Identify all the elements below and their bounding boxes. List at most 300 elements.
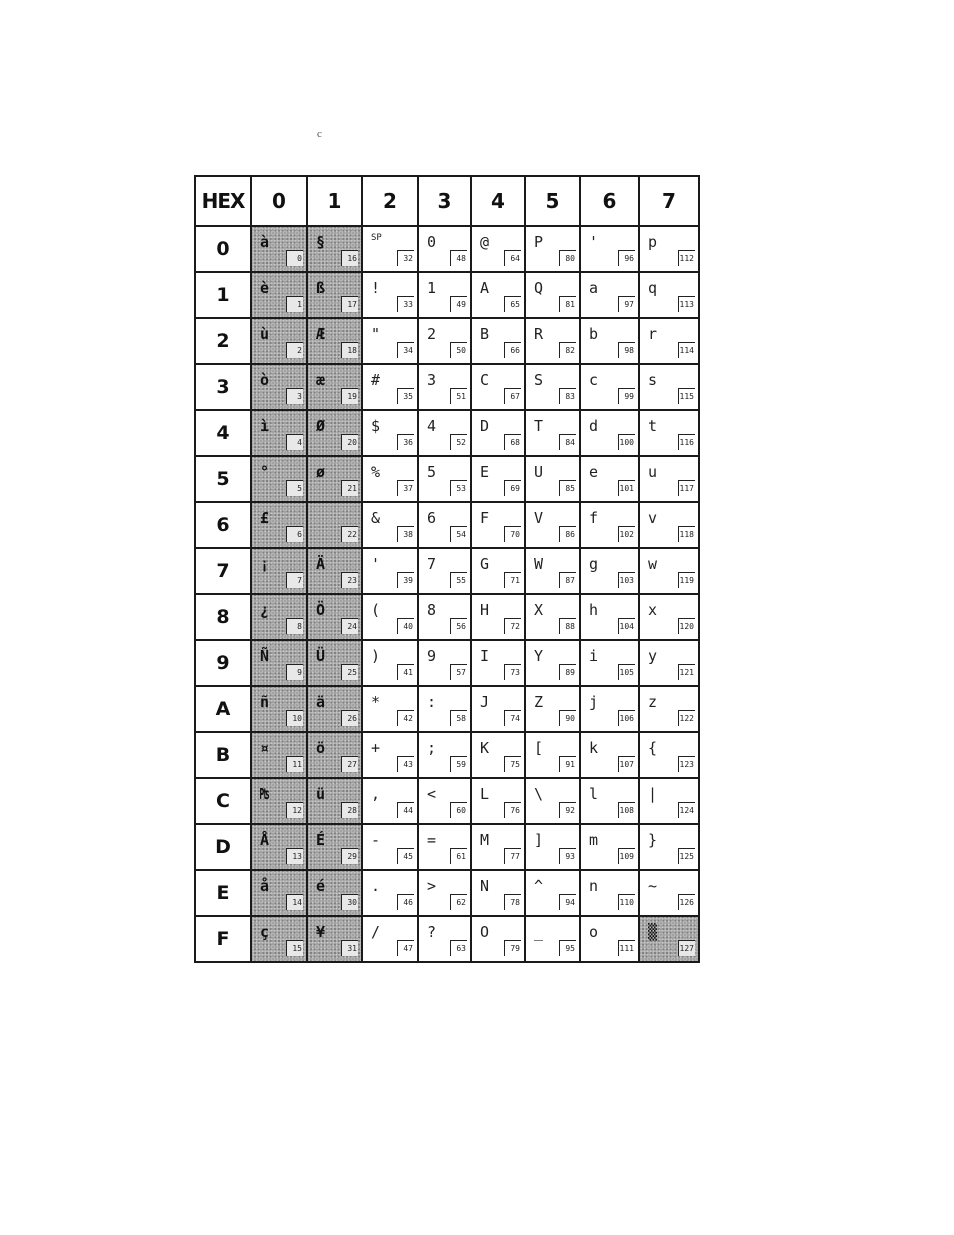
row-header: 5 [195,456,251,502]
cell-decimal-code: 108 [618,802,635,818]
cell-decimal-code: 49 [450,296,467,312]
code-cell [418,686,471,732]
table-row [195,364,699,410]
code-cell [307,502,362,548]
cell-decimal-code: 85 [559,480,576,496]
cell-decimal-code: 121 [678,664,695,680]
cell-glyph: ç [260,923,270,941]
cell-decimal-code: 14 [286,894,303,910]
code-cell [307,594,362,640]
column-header: 5 [525,176,580,226]
row-header: 6 [195,502,251,548]
cell-decimal-code: 62 [450,894,467,910]
cell-glyph: 1 [427,279,437,297]
cell-decimal-code: 74 [504,710,521,726]
cell-glyph: E [480,463,490,481]
cell-glyph: ù [260,325,270,343]
cell-glyph: ! [371,279,381,297]
cell-glyph: 5 [427,463,437,481]
table-row [195,226,699,272]
code-cell [362,916,418,962]
cell-decimal-code: 107 [618,756,635,772]
cell-glyph: M [480,831,490,849]
cell-glyph: I [480,647,490,665]
cell-decimal-code: 13 [286,848,303,864]
character-code-table [194,175,700,963]
code-cell [525,364,580,410]
cell-glyph: } [648,831,658,849]
code-cell [251,640,307,686]
row-header: F [195,916,251,962]
cell-glyph: J [480,693,490,711]
cell-glyph: L [480,785,490,803]
cell-decimal-code: 7 [286,572,303,588]
cell-glyph: p [648,233,658,251]
code-cell [307,364,362,410]
cell-decimal-code: 55 [450,572,467,588]
row-header: A [195,686,251,732]
code-cell [580,364,639,410]
row-header: 0 [195,226,251,272]
column-header: 0 [251,176,307,226]
cell-glyph: ß [316,279,326,297]
cell-glyph: ~ [648,877,658,895]
code-cell [639,410,699,456]
cell-glyph: G [480,555,490,573]
cell-decimal-code: 116 [678,434,695,450]
cell-glyph: . [371,877,381,895]
cell-decimal-code: 91 [559,756,576,772]
cell-decimal-code: 99 [618,388,635,404]
cell-decimal-code: 52 [450,434,467,450]
code-cell [525,870,580,916]
cell-glyph: ä [316,693,326,711]
row-header: D [195,824,251,870]
code-cell [251,226,307,272]
cell-glyph: [ [534,739,544,757]
row-header: C [195,778,251,824]
cell-glyph: + [371,739,381,757]
cell-glyph: ( [371,601,381,619]
code-cell [418,778,471,824]
cell-decimal-code: 124 [678,802,695,818]
cell-decimal-code: 98 [618,342,635,358]
cell-decimal-code: 20 [341,434,358,450]
cell-glyph: O [480,923,490,941]
cell-decimal-code: 28 [341,802,358,818]
cell-decimal-code: 123 [678,756,695,772]
table-row [195,824,699,870]
cell-decimal-code: 125 [678,848,695,864]
cell-glyph: ; [427,739,437,757]
cell-decimal-code: 12 [286,802,303,818]
cell-glyph: ¿ [260,601,270,619]
cell-glyph: ø [316,463,326,481]
row-header: E [195,870,251,916]
code-cell [471,686,525,732]
code-cell [362,318,418,364]
cell-glyph: i [589,647,599,665]
cell-decimal-code: 32 [397,250,414,266]
cell-glyph: R [534,325,544,343]
cell-glyph: ü [316,785,326,803]
cell-glyph: 4 [427,417,437,435]
table-row [195,410,699,456]
code-cell [307,456,362,502]
cell-decimal-code: 117 [678,480,695,496]
code-cell [418,502,471,548]
cell-decimal-code: 29 [341,848,358,864]
cell-glyph: T [534,417,544,435]
cell-glyph: Ö [316,601,326,619]
cell-decimal-code: 27 [341,756,358,772]
code-cell [525,272,580,318]
code-cell [471,594,525,640]
cell-glyph: Ø [316,417,326,435]
code-cell [471,456,525,502]
cell-glyph: ö [316,739,326,757]
code-cell [362,824,418,870]
table-row [195,272,699,318]
cell-glyph: y [648,647,658,665]
code-cell [525,594,580,640]
cell-decimal-code: 82 [559,342,576,358]
code-cell [639,640,699,686]
cell-decimal-code: 19 [341,388,358,404]
cell-glyph: \ [534,785,544,803]
cell-glyph: S [534,371,544,389]
cell-glyph: t [648,417,658,435]
cell-decimal-code: 97 [618,296,635,312]
cell-decimal-code: 41 [397,664,414,680]
cell-decimal-code: 40 [397,618,414,634]
code-cell [307,226,362,272]
cell-decimal-code: 119 [678,572,695,588]
column-header: 2 [362,176,418,226]
code-cell [307,548,362,594]
cell-decimal-code: 104 [618,618,635,634]
cell-decimal-code: 17 [341,296,358,312]
cell-decimal-code: 112 [678,250,695,266]
code-cell [580,824,639,870]
cell-decimal-code: 105 [618,664,635,680]
code-cell [418,318,471,364]
cell-glyph: = [427,831,437,849]
cell-glyph: 7 [427,555,437,573]
code-cell [362,456,418,502]
cell-glyph: k [589,739,599,757]
code-cell [580,226,639,272]
cell-decimal-code: 77 [504,848,521,864]
cell-decimal-code: 81 [559,296,576,312]
code-cell [362,226,418,272]
cell-decimal-code: 50 [450,342,467,358]
cell-glyph: ^ [534,877,544,895]
code-cell [580,548,639,594]
code-cell [639,870,699,916]
cell-decimal-code: 44 [397,802,414,818]
cell-glyph: Y [534,647,544,665]
cell-glyph: & [371,509,381,527]
cell-decimal-code: 53 [450,480,467,496]
cell-decimal-code: 9 [286,664,303,680]
code-cell [471,870,525,916]
cell-decimal-code: 101 [618,480,635,496]
cell-glyph: à [260,233,270,251]
cell-glyph: $ [371,417,381,435]
code-cell [525,502,580,548]
cell-glyph: @ [480,233,490,251]
cell-glyph: v [648,509,658,527]
code-cell [471,778,525,824]
cell-glyph: é [316,877,326,895]
code-cell [639,318,699,364]
cell-glyph: , [371,785,381,803]
cell-glyph: a [589,279,599,297]
code-cell [525,732,580,778]
code-cell [580,732,639,778]
code-cell [251,364,307,410]
cell-glyph: % [371,463,381,481]
code-cell [580,686,639,732]
code-cell [471,732,525,778]
code-cell [580,410,639,456]
cell-glyph: å [260,877,270,895]
cell-decimal-code: 2 [286,342,303,358]
hex-corner-header: HEX [195,176,251,226]
cell-glyph: ° [260,463,270,481]
cell-decimal-code: 38 [397,526,414,542]
code-cell [471,548,525,594]
row-header: 7 [195,548,251,594]
cell-decimal-code: 47 [397,940,414,956]
cell-glyph: P [534,233,544,251]
cell-decimal-code: 3 [286,388,303,404]
code-cell [580,272,639,318]
cell-decimal-code: 93 [559,848,576,864]
code-cell [307,916,362,962]
code-cell [251,456,307,502]
code-cell [251,502,307,548]
cell-decimal-code: 76 [504,802,521,818]
cell-glyph: s [648,371,658,389]
cell-glyph: r [648,325,658,343]
cell-decimal-code: 114 [678,342,695,358]
code-cell [580,778,639,824]
table-row [195,870,699,916]
code-cell [639,916,699,962]
cell-glyph: £ [260,509,270,527]
cell-glyph: D [480,417,490,435]
code-cell [525,686,580,732]
cell-glyph: { [648,739,658,757]
code-cell [362,410,418,456]
table-body [195,226,699,962]
cell-glyph: ₧ [260,785,270,803]
table-row [195,548,699,594]
cell-decimal-code: 1 [286,296,303,312]
cell-decimal-code: 51 [450,388,467,404]
cell-glyph: X [534,601,544,619]
code-cell [362,640,418,686]
code-cell [307,686,362,732]
cell-decimal-code: 115 [678,388,695,404]
cell-decimal-code: 118 [678,526,695,542]
cell-glyph: 2 [427,325,437,343]
cell-decimal-code: 58 [450,710,467,726]
cell-decimal-code: 60 [450,802,467,818]
cell-glyph: Ü [316,647,326,665]
cell-glyph: æ [316,371,326,389]
cell-glyph: l [589,785,599,803]
row-header: 2 [195,318,251,364]
row-header: B [195,732,251,778]
row-header: 1 [195,272,251,318]
code-cell [471,640,525,686]
row-header: 8 [195,594,251,640]
cell-decimal-code: 54 [450,526,467,542]
code-cell [418,640,471,686]
code-cell [471,916,525,962]
cell-decimal-code: 89 [559,664,576,680]
cell-decimal-code: 72 [504,618,521,634]
code-cell [307,272,362,318]
row-header: 3 [195,364,251,410]
cell-decimal-code: 90 [559,710,576,726]
column-header: 6 [580,176,639,226]
cell-decimal-code: 71 [504,572,521,588]
code-cell [580,916,639,962]
code-cell [525,640,580,686]
code-cell [418,272,471,318]
cell-glyph: ò [260,371,270,389]
code-cell [251,272,307,318]
code-cell [525,824,580,870]
code-cell [580,640,639,686]
cell-glyph: j [589,693,599,711]
cell-decimal-code: 61 [450,848,467,864]
cell-decimal-code: 120 [678,618,695,634]
table-row [195,502,699,548]
cell-decimal-code: 18 [341,342,358,358]
cell-decimal-code: 86 [559,526,576,542]
cell-decimal-code: 110 [618,894,635,910]
code-cell [639,824,699,870]
code-cell [362,272,418,318]
code-cell [307,824,362,870]
code-cell [251,318,307,364]
code-cell [251,732,307,778]
cell-decimal-code: 37 [397,480,414,496]
code-cell [418,916,471,962]
table-row [195,456,699,502]
code-cell [471,272,525,318]
code-cell [307,778,362,824]
cell-decimal-code: 10 [286,710,303,726]
code-cell [471,226,525,272]
code-cell [307,640,362,686]
cell-glyph: ) [371,647,381,665]
row-header: 4 [195,410,251,456]
cell-decimal-code: 88 [559,618,576,634]
cell-glyph: K [480,739,490,757]
cell-glyph: C [480,371,490,389]
code-cell [418,824,471,870]
table-row [195,640,699,686]
code-cell [639,732,699,778]
cell-glyph: 8 [427,601,437,619]
cell-decimal-code: 8 [286,618,303,634]
code-cell [362,594,418,640]
code-cell [639,502,699,548]
cell-glyph: ñ [260,693,270,711]
cell-glyph: ¡ [260,555,270,573]
cell-decimal-code: 78 [504,894,521,910]
cell-decimal-code: 69 [504,480,521,496]
table-row [195,916,699,962]
column-header-row [195,176,699,226]
cell-glyph: Q [534,279,544,297]
cell-glyph: 0 [427,233,437,251]
cell-decimal-code: 100 [618,434,635,450]
cell-decimal-code: 57 [450,664,467,680]
code-cell [251,686,307,732]
cell-glyph: w [648,555,658,573]
cell-glyph: * [371,693,381,711]
cell-glyph: ] [534,831,544,849]
code-cell [471,502,525,548]
cell-glyph: _ [534,923,544,941]
cell-glyph: o [589,923,599,941]
cell-decimal-code: 46 [397,894,414,910]
cell-decimal-code: 113 [678,296,695,312]
cell-glyph: | [648,785,658,803]
cell-glyph: U [534,463,544,481]
column-header: 4 [471,176,525,226]
code-cell [251,778,307,824]
cell-glyph: Å [260,831,270,849]
cell-decimal-code: 95 [559,940,576,956]
code-cell [307,870,362,916]
table-row [195,594,699,640]
code-cell [525,318,580,364]
cell-glyph: - [371,831,381,849]
cell-decimal-code: 80 [559,250,576,266]
cell-glyph: § [316,233,326,251]
column-header: 7 [639,176,699,226]
code-cell [418,548,471,594]
cell-glyph: F [480,509,490,527]
cell-glyph: m [589,831,599,849]
code-cell [639,778,699,824]
cell-glyph: Ñ [260,647,270,665]
cell-glyph: e [589,463,599,481]
code-cell [362,364,418,410]
cell-glyph: ¤ [260,739,270,757]
code-cell [471,824,525,870]
cell-glyph: u [648,463,658,481]
cell-decimal-code: 65 [504,296,521,312]
cell-decimal-code: 59 [450,756,467,772]
code-cell [251,870,307,916]
table-row [195,318,699,364]
cell-glyph: V [534,509,544,527]
cell-glyph: z [648,693,658,711]
cell-glyph: 9 [427,647,437,665]
code-cell [418,594,471,640]
cell-decimal-code: 30 [341,894,358,910]
cell-decimal-code: 56 [450,618,467,634]
